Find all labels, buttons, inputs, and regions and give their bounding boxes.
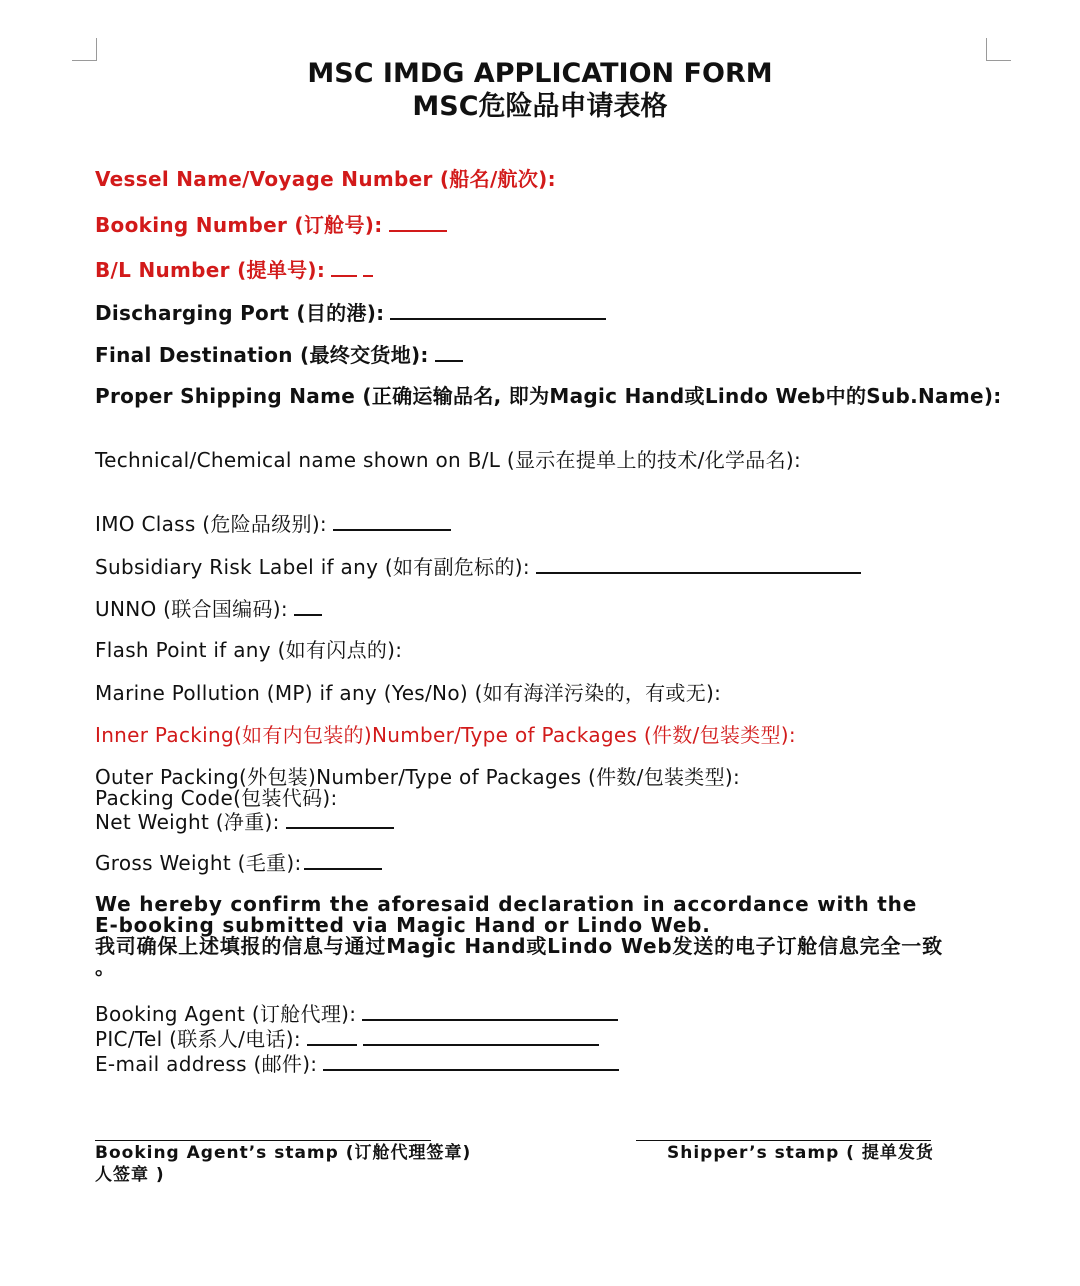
imo-class-field bbox=[95, 511, 451, 536]
booking-number-blank[interactable] bbox=[389, 212, 447, 232]
net-weight-label: Net Weight (净重): bbox=[95, 810, 280, 834]
final-destination-field bbox=[95, 342, 463, 367]
discharging-port-field bbox=[95, 300, 606, 325]
agent-stamp-line bbox=[95, 1140, 431, 1141]
form-title-english: MSC IMDG APPLICATION FORM bbox=[307, 58, 773, 89]
final-destination-label: Final Destination (最终交货地): bbox=[95, 343, 429, 367]
inner-packing-label: Inner Packing(如有内包装的)Number/Type of Packages (件数/包装类型): bbox=[95, 723, 796, 747]
pic-tel-label: PIC/Tel (联系人/电话): bbox=[95, 1027, 301, 1051]
email-field bbox=[95, 1051, 619, 1076]
agent-stamp-label: Booking Agent’s stamp (订舱代理签章) bbox=[95, 1143, 472, 1163]
tel-blank[interactable] bbox=[363, 1026, 599, 1046]
vessel-label: Vessel Name/Voyage Number (船名/航次): bbox=[95, 167, 556, 191]
technical-name-label: Technical/Chemical name shown on B/L (显示在提单上的技术/化学品名): bbox=[95, 448, 802, 472]
outer-packing-label: Outer Packing(外包装)Number/Type of Packages (件数/包装类型): bbox=[95, 765, 741, 789]
pic-blank[interactable] bbox=[307, 1026, 357, 1046]
flash-point-field bbox=[95, 638, 402, 662]
subsidiary-risk-blank[interactable] bbox=[536, 554, 861, 574]
declaration-line-3: 我司确保上述填报的信息与通过Magic Hand或Lindo Web发送的电子订舱信息完全一致 bbox=[95, 934, 943, 958]
email-blank[interactable] bbox=[323, 1051, 619, 1071]
declaration-line-1: We hereby confirm the aforesaid declaration in accordance with the bbox=[95, 892, 918, 916]
imo-class-label: IMO Class (危险品级别): bbox=[95, 512, 327, 536]
agent-stamp-caption bbox=[95, 1142, 471, 1186]
proper-shipping-name-label: Proper Shipping Name (正确运输品名, 即为Magic Hand或Lindo Web中的Sub.Name): bbox=[95, 384, 1002, 408]
bl-number-blank-1[interactable] bbox=[331, 257, 357, 277]
agent-block bbox=[95, 1001, 619, 1076]
gross-weight-field bbox=[95, 850, 382, 875]
declaration-block bbox=[95, 894, 943, 978]
booking-agent-label: Booking Agent (订舱代理): bbox=[95, 1002, 357, 1026]
email-label: E-mail address (邮件): bbox=[95, 1052, 318, 1076]
unno-label: UNNO (联合国编码): bbox=[95, 597, 288, 621]
gross-weight-label: Gross Weight (毛重): bbox=[95, 851, 302, 875]
agent-stamp-label-continued: 人签章 ) bbox=[95, 1165, 165, 1185]
shipper-stamp-line bbox=[636, 1140, 931, 1141]
outer-packing-block bbox=[95, 767, 740, 833]
unno-blank[interactable] bbox=[294, 596, 322, 616]
form-title-chinese: MSC危险品申请表格 bbox=[412, 91, 668, 122]
booking-number-label: Booking Number (订舱号): bbox=[95, 213, 383, 237]
bl-number-field bbox=[95, 257, 373, 282]
declaration-line-2: E-booking submitted via Magic Hand or Lindo Web. bbox=[95, 913, 711, 937]
packing-code-label: Packing Code(包装代码): bbox=[95, 786, 338, 810]
net-weight-field bbox=[95, 809, 740, 833]
imo-class-blank[interactable] bbox=[333, 511, 451, 531]
shipper-stamp-label: Shipper’s stamp ( 提单发货 bbox=[667, 1143, 934, 1163]
technical-name-field bbox=[95, 448, 801, 472]
booking-number-field bbox=[95, 212, 447, 237]
gross-weight-blank[interactable] bbox=[304, 850, 382, 870]
net-weight-blank[interactable] bbox=[286, 809, 394, 829]
vessel-field bbox=[95, 167, 556, 191]
subsidiary-risk-label: Subsidiary Risk Label if any (如有副危标的): bbox=[95, 555, 530, 579]
bl-number-blank-2[interactable] bbox=[363, 257, 373, 277]
bl-number-label: B/L Number (提单号): bbox=[95, 258, 326, 282]
marine-pollution-label: Marine Pollution (MP) if any (Yes/No) (如有海洋污染的，有或无): bbox=[95, 681, 722, 705]
subsidiary-risk-field bbox=[95, 554, 861, 579]
unno-field bbox=[95, 596, 322, 621]
discharging-port-label: Discharging Port (目的港): bbox=[95, 301, 385, 325]
declaration-line-4: 。 bbox=[95, 955, 116, 979]
discharging-port-blank[interactable] bbox=[390, 300, 606, 320]
inner-packing-field bbox=[95, 723, 796, 747]
booking-agent-blank[interactable] bbox=[362, 1001, 618, 1021]
pic-tel-field bbox=[95, 1026, 619, 1051]
flash-point-label: Flash Point if any (如有闪点的): bbox=[95, 638, 403, 662]
proper-shipping-name-field bbox=[95, 384, 1002, 408]
marine-pollution-field bbox=[95, 681, 721, 705]
booking-agent-field bbox=[95, 1001, 619, 1026]
final-destination-blank[interactable] bbox=[435, 342, 463, 362]
